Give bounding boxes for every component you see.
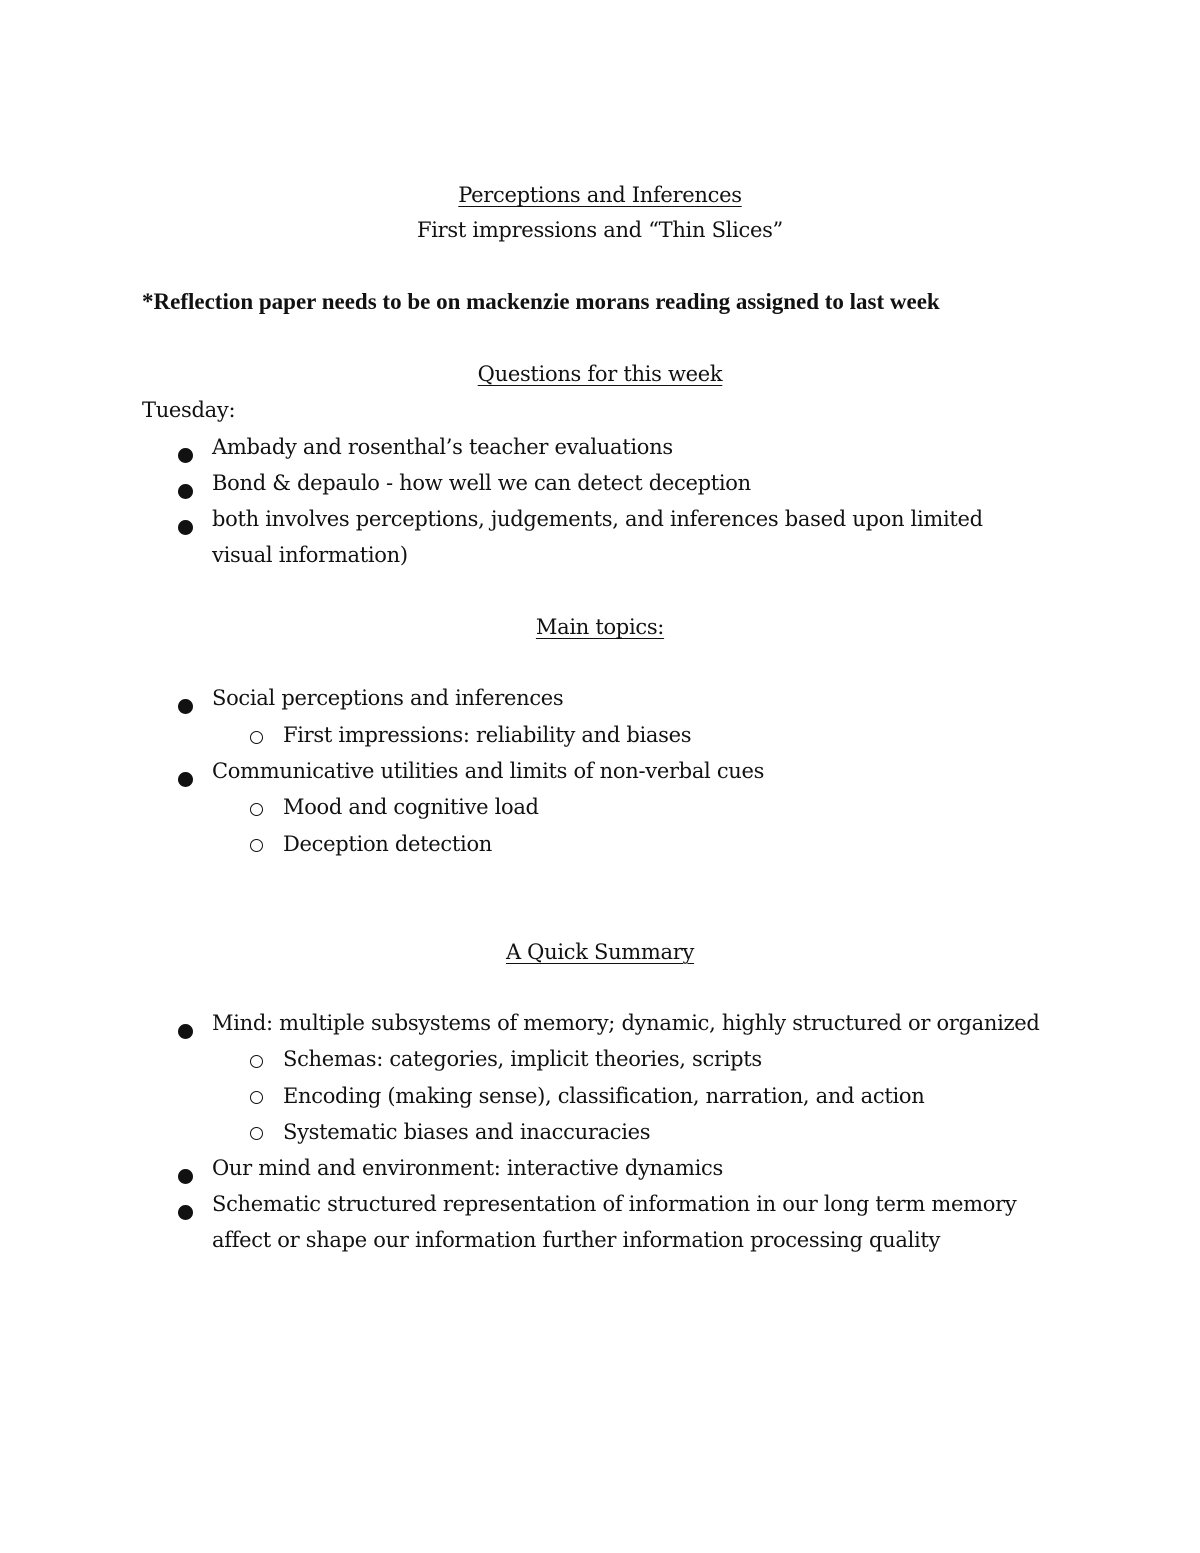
reflection-notice: *Reflection paper needs to be on mackenzie morans reading assigned to last week xyxy=(142,289,940,314)
bullet-filled-icon xyxy=(178,1024,193,1039)
list-item: Social perceptions and inferences xyxy=(212,686,564,710)
questions-heading: Questions for this week xyxy=(477,362,723,386)
bullet-filled-icon xyxy=(178,484,193,499)
sub-list-item: Encoding (making sense), classification, narration, and action xyxy=(283,1084,925,1108)
list-item-continuation: affect or shape our information further information processing quality xyxy=(212,1228,941,1252)
bullet-hollow-icon xyxy=(250,1127,263,1140)
bullet-hollow-icon xyxy=(250,839,263,852)
list-item: Schematic structured representation of information in our long term memory xyxy=(212,1192,1017,1216)
list-item: Our mind and environment: interactive dynamics xyxy=(212,1156,723,1180)
bullet-filled-icon xyxy=(178,699,193,714)
sub-list-item: Schemas: categories, implicit theories, scripts xyxy=(283,1047,762,1071)
bullet-hollow-icon xyxy=(250,731,263,744)
tuesday-label: Tuesday: xyxy=(142,398,236,422)
main-topics-heading: Main topics: xyxy=(535,615,665,639)
list-item-continuation: visual information) xyxy=(212,543,408,567)
document-subtitle: First impressions and “Thin Slices” xyxy=(416,218,783,242)
sub-list-item: Deception detection xyxy=(283,832,493,856)
sub-list-item: Mood and cognitive load xyxy=(283,795,539,819)
list-item: Bond & depaulo - how well we can detect deception xyxy=(212,471,751,495)
bullet-hollow-icon xyxy=(250,803,263,816)
bullet-hollow-icon xyxy=(250,1091,263,1104)
sub-list-item: Systematic biases and inaccuracies xyxy=(283,1120,651,1144)
list-item: both involves perceptions, judgements, and inferences based upon limited xyxy=(212,507,983,531)
list-item: Communicative utilities and limits of non-verbal cues xyxy=(212,759,765,783)
bullet-filled-icon xyxy=(178,1169,193,1184)
summary-heading: A Quick Summary xyxy=(505,940,695,964)
document-title: Perceptions and Inferences xyxy=(458,183,742,207)
bullet-filled-icon xyxy=(178,448,193,463)
list-item: Mind: multiple subsystems of memory; dynamic, highly structured or organized xyxy=(212,1011,1040,1035)
sub-list-item: First impressions: reliability and biases xyxy=(283,723,692,747)
bullet-hollow-icon xyxy=(250,1055,263,1068)
bullet-filled-icon xyxy=(178,1205,193,1220)
list-item: Ambady and rosenthal’s teacher evaluations xyxy=(212,435,673,459)
bullet-filled-icon xyxy=(178,772,193,787)
bullet-filled-icon xyxy=(178,520,193,535)
